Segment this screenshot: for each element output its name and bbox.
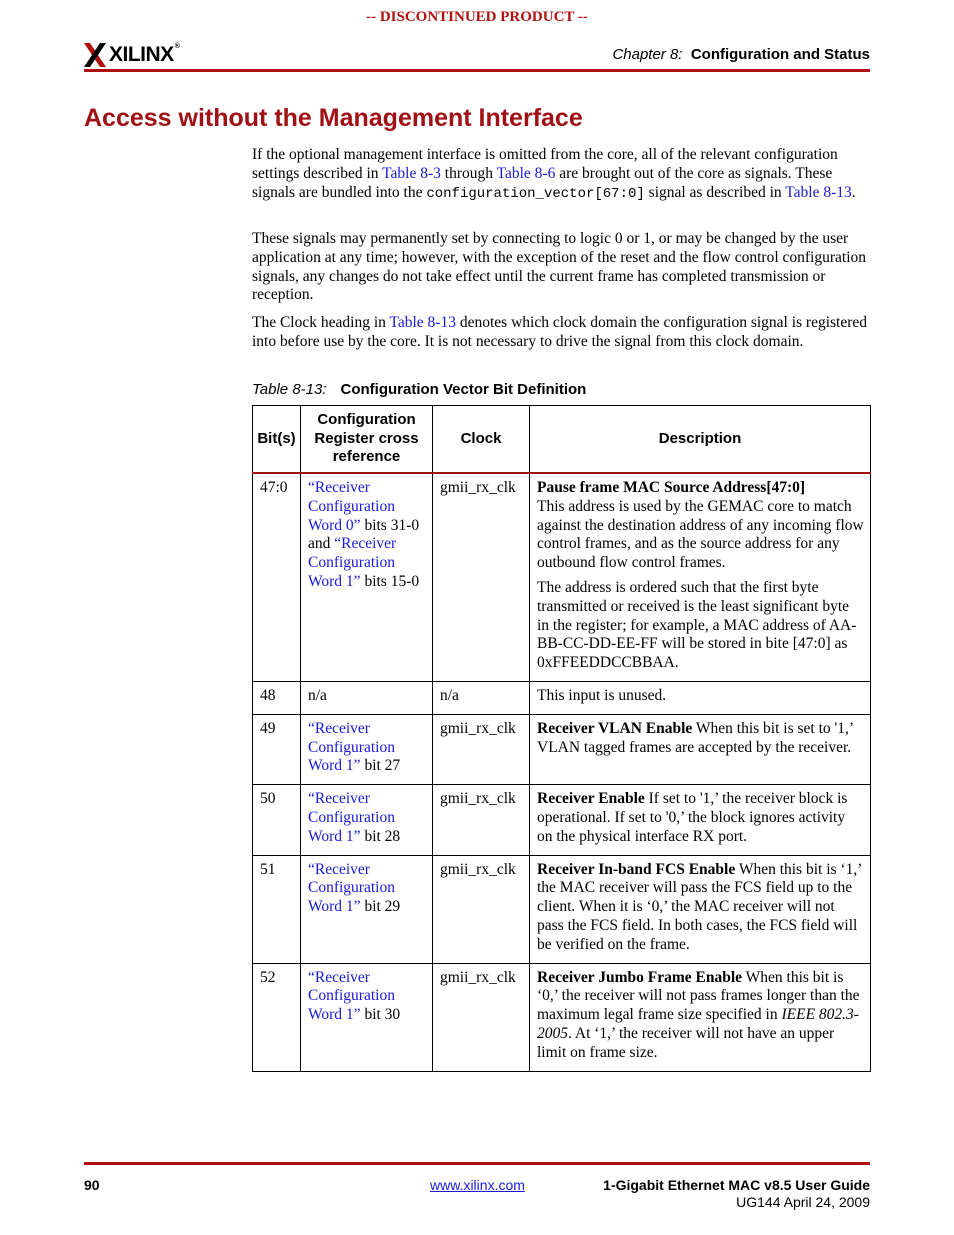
cell-ref: “Receiver Configuration Word 0” bits 31-0 and “Receiver Configuration Word 1” bits 15-0 [301, 473, 433, 681]
paragraph-2: These signals may permanently set by connecting to logic 0 or 1, or may be changed by the user application at any time; however, with the exception of the reset and the flow control configuration signals, any changes do not take effect until the current frame has completed transmission or reception. [252, 230, 867, 304]
header-ref: Configuration Register cross reference [301, 406, 433, 474]
table-8-3-link[interactable]: Table 8-3 [382, 164, 441, 182]
table-row [253, 785, 871, 855]
table-row [253, 855, 871, 963]
paragraph-3: The Clock heading in Table 8-13 denotes which clock domain the configuration signal is registered into before use by the core. It is not necessary to drive the signal from this clock domain. [252, 314, 868, 350]
table-row [253, 714, 871, 784]
config-vector-code: configuration_vector[67:0] [426, 185, 645, 202]
receiver-config-word-1-link[interactable]: “Receiver Configuration Word 1” [308, 860, 395, 916]
discontinued-banner: -- DISCONTINUED PRODUCT -- [366, 9, 588, 25]
cell-clock: gmii_rx_clk [433, 963, 530, 1071]
receiver-config-word-1-link[interactable]: “Receiver Configuration Word 1” [308, 719, 395, 775]
xilinx-website-link[interactable]: www.xilinx.com [430, 1177, 525, 1193]
paragraph-1: If the optional management interface is omitted from the core, all of the relevant configuration settings described in Table 8-3 through Table 8-6 are brought out of the core as signals. These signals are bundled into the configuration_vector[67:0] signal as described in Table 8-13. [252, 146, 856, 202]
table-caption-number: Table 8-13: [252, 381, 327, 398]
cell-ref: n/a [301, 681, 433, 714]
cell-clock: gmii_rx_clk [433, 714, 530, 784]
footer-rule [84, 1162, 870, 1165]
cell-ref: “Receiver Configuration Word 1” bit 28 [301, 785, 433, 855]
receiver-config-word-0-link[interactable]: “Receiver Configuration Word 0” [308, 479, 395, 534]
header-description: Description [530, 406, 871, 474]
table-row [253, 681, 871, 714]
receiver-config-word-1-link[interactable]: “Receiver Configuration Word 1” [308, 535, 397, 590]
table-caption [252, 381, 586, 398]
table-8-13-link[interactable]: Table 8-13 [389, 314, 456, 331]
table-row [253, 963, 871, 1071]
guide-title: 1-Gigabit Ethernet MAC v8.5 User Guide [603, 1177, 870, 1193]
table-8-6-link[interactable]: Table 8-6 [496, 164, 556, 182]
cell-description: Receiver Jumbo Frame Enable When this bit is ‘0,’ the receiver will not pass frames longer than the maximum legal frame size specified in IEEE 802.3-2005. At ‘1,’ the receiver will not have an upper limit on frame size. [530, 963, 871, 1071]
cell-description: Pause frame MAC Source Address[47:0] This address is used by the GEMAC core to match against the destination address of any incoming flow control frames, and as the source address for any outbound flow control frames. The address is ordered such that the first byte transmitted or received is the least significant byte in the register; for example, a MAC address of AA-BB-CC-DD-EE-FF will be stored in bite [47:0] as 0xFFEEDDCCBBAA. [530, 473, 871, 681]
header-bits: Bit(s) [253, 406, 301, 474]
cell-bits: 51 [253, 855, 301, 963]
cell-ref: “Receiver Configuration Word 1” bit 27 [301, 714, 433, 784]
table-8-13-link[interactable]: Table 8-13 [785, 183, 852, 201]
xilinx-logo [84, 41, 179, 69]
cell-clock: n/a [433, 681, 530, 714]
receiver-config-word-1-link[interactable]: “Receiver Configuration Word 1” [308, 968, 395, 1024]
cell-description: Receiver In-band FCS Enable When this bit is ‘1,’ the MAC receiver will pass the FCS field up to the client. When it is ‘0,’ the MAC receiver will not pass the FCS field. In both cases, the FCS field will be verified on the frame. [530, 855, 871, 963]
cell-bits: 48 [253, 681, 301, 714]
table-caption-title: Configuration Vector Bit Definition [340, 381, 587, 398]
header-clock: Clock [433, 406, 530, 474]
header-rule [84, 69, 870, 72]
section-title: Access without the Management Interface [84, 104, 583, 132]
cell-description: Receiver Enable If set to '1,’ the receiver block is operational. If set to '0,’ the block ignores activity on the physical interface RX port. [530, 785, 871, 855]
xilinx-logo-icon [84, 43, 106, 67]
cell-bits: 52 [253, 963, 301, 1071]
table-row [253, 473, 871, 681]
config-vector-table [252, 405, 871, 1072]
cell-bits: 49 [253, 714, 301, 784]
chapter-heading [612, 46, 870, 63]
doc-id: UG144 April 24, 2009 [736, 1194, 870, 1210]
cell-bits: 50 [253, 785, 301, 855]
receiver-config-word-1-link[interactable]: “Receiver Configuration Word 1” [308, 790, 395, 845]
table-header-row [253, 406, 871, 474]
page-number: 90 [84, 1177, 100, 1193]
cell-bits: 47:0 [253, 473, 301, 681]
cell-ref: “Receiver Configuration Word 1” bit 29 [301, 855, 433, 963]
logo-text: XILINX® [109, 43, 180, 66]
cell-ref: “Receiver Configuration Word 1” bit 30 [301, 963, 433, 1071]
cell-description: Receiver VLAN Enable When this bit is set to '1,’ VLAN tagged frames are accepted by the receiver. [530, 714, 871, 784]
chapter-title: Configuration and Status [690, 46, 870, 63]
cell-clock: gmii_rx_clk [433, 473, 530, 681]
cell-description: This input is unused. [530, 681, 871, 714]
cell-clock: gmii_rx_clk [433, 785, 530, 855]
cell-clock: gmii_rx_clk [433, 855, 530, 963]
chapter-label: Chapter 8: [612, 46, 683, 63]
